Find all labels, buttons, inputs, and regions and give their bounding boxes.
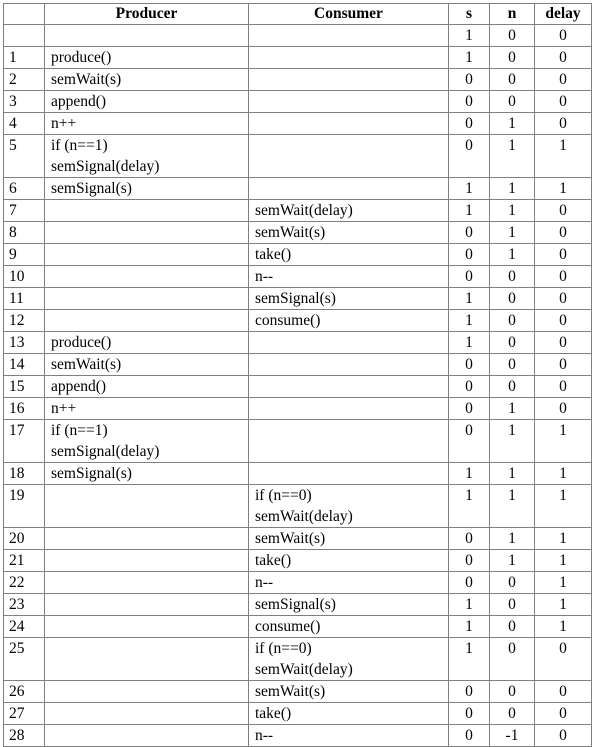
delay-cell: 1 — [535, 485, 592, 528]
step-cell: 21 — [4, 550, 45, 572]
step-cell: 4 — [4, 113, 45, 135]
producer-cell — [45, 681, 249, 703]
delay-cell: 0 — [535, 200, 592, 222]
consumer-operation: semWait(delay) — [255, 661, 353, 679]
table-row — [4, 681, 592, 703]
producer-operation: n++ — [51, 115, 77, 133]
table-row — [4, 222, 592, 244]
step-cell: 14 — [4, 354, 45, 376]
table-row — [4, 616, 592, 638]
step-cell: 28 — [4, 725, 45, 747]
step-cell: 3 — [4, 91, 45, 113]
step-cell: 16 — [4, 398, 45, 420]
producer-cell — [45, 616, 249, 638]
trace-table — [3, 3, 592, 747]
s-cell: 0 — [449, 135, 490, 178]
n-cell: 0 — [490, 572, 535, 594]
delay-cell: 1 — [535, 463, 592, 485]
delay-cell: 0 — [535, 703, 592, 725]
n-cell: 0 — [490, 681, 535, 703]
producer-cell — [45, 528, 249, 550]
table-row — [4, 135, 592, 178]
consumer-cell — [249, 266, 449, 288]
delay-cell: 1 — [535, 572, 592, 594]
n-cell: 1 — [490, 398, 535, 420]
n-cell: 1 — [490, 244, 535, 266]
n-cell: 0 — [490, 310, 535, 332]
consumer-cell — [249, 178, 449, 200]
table-row — [4, 91, 592, 113]
s-cell: 0 — [449, 113, 490, 135]
consumer-cell — [249, 135, 449, 178]
producer-operation: if (n==1) — [51, 422, 108, 440]
producer-cell — [45, 332, 249, 354]
header-consumer: Consumer — [249, 4, 449, 25]
consumer-operation: take() — [255, 246, 292, 264]
n-cell: 0 — [490, 69, 535, 91]
delay-cell: 0 — [535, 681, 592, 703]
step-cell: 22 — [4, 572, 45, 594]
producer-operation: if (n==1) — [51, 137, 108, 155]
consumer-cell — [249, 485, 449, 528]
delay-cell: 0 — [535, 638, 592, 681]
table-row — [4, 703, 592, 725]
table-row — [4, 550, 592, 572]
consumer-operation: semWait(delay) — [255, 202, 353, 220]
table-row — [4, 178, 592, 200]
consumer-cell — [249, 398, 449, 420]
consumer-operation: semSignal(s) — [255, 290, 336, 308]
step-cell: 26 — [4, 681, 45, 703]
delay-cell: 0 — [535, 266, 592, 288]
n-cell: 0 — [490, 376, 535, 398]
step-cell: 6 — [4, 178, 45, 200]
delay-cell: 1 — [535, 616, 592, 638]
s-cell: 0 — [449, 69, 490, 91]
producer-operation: n++ — [51, 400, 77, 418]
header-producer: Producer — [45, 4, 249, 25]
step-cell: 8 — [4, 222, 45, 244]
consumer-operation: n-- — [255, 727, 274, 745]
n-cell: 1 — [490, 135, 535, 178]
delay-cell: 0 — [535, 69, 592, 91]
consumer-operation: take() — [255, 552, 292, 570]
delay-cell: 0 — [535, 244, 592, 266]
table-row — [4, 398, 592, 420]
n-cell: 0 — [490, 25, 535, 47]
producer-cell — [45, 69, 249, 91]
n-cell: 1 — [490, 178, 535, 200]
consumer-cell — [249, 420, 449, 463]
table-row — [4, 25, 592, 47]
consumer-cell — [249, 725, 449, 747]
producer-operation: semWait(s) — [51, 71, 122, 89]
step-cell: 13 — [4, 332, 45, 354]
table-row — [4, 463, 592, 485]
s-cell: 0 — [449, 91, 490, 113]
producer-cell — [45, 310, 249, 332]
delay-cell: 0 — [535, 91, 592, 113]
n-cell: 0 — [490, 47, 535, 69]
delay-cell: 1 — [535, 550, 592, 572]
delay-cell: 0 — [535, 47, 592, 69]
table-body — [4, 25, 592, 747]
table-row — [4, 376, 592, 398]
header-step — [4, 4, 45, 25]
producer-cell — [45, 354, 249, 376]
header-n: n — [490, 4, 535, 25]
delay-cell: 0 — [535, 354, 592, 376]
delay-cell: 1 — [535, 420, 592, 463]
n-cell: 0 — [490, 594, 535, 616]
producer-operation: produce() — [51, 49, 112, 67]
s-cell: 0 — [449, 354, 490, 376]
producer-cell — [45, 25, 249, 47]
s-cell: 0 — [449, 376, 490, 398]
table-row — [4, 288, 592, 310]
s-cell: 0 — [449, 681, 490, 703]
table-row — [4, 638, 592, 681]
producer-operation: semSignal(s) — [51, 180, 132, 198]
consumer-cell — [249, 310, 449, 332]
s-cell: 1 — [449, 638, 490, 681]
table-row — [4, 310, 592, 332]
producer-cell — [45, 200, 249, 222]
producer-cell — [45, 725, 249, 747]
s-cell: 0 — [449, 528, 490, 550]
consumer-operation: take() — [255, 705, 292, 723]
n-cell: 0 — [490, 616, 535, 638]
s-cell: 0 — [449, 550, 490, 572]
s-cell: 1 — [449, 288, 490, 310]
step-cell: 2 — [4, 69, 45, 91]
producer-cell — [45, 550, 249, 572]
step-cell: 9 — [4, 244, 45, 266]
consumer-cell — [249, 47, 449, 69]
n-cell: 1 — [490, 200, 535, 222]
s-cell: 1 — [449, 200, 490, 222]
step-cell: 17 — [4, 420, 45, 463]
table-row — [4, 725, 592, 747]
consumer-operation: consume() — [255, 312, 321, 330]
consumer-cell — [249, 200, 449, 222]
consumer-operation: semWait(s) — [255, 683, 326, 701]
table-row — [4, 244, 592, 266]
consumer-cell — [249, 681, 449, 703]
delay-cell: 1 — [535, 178, 592, 200]
consumer-cell — [249, 616, 449, 638]
consumer-cell — [249, 332, 449, 354]
consumer-operation: semWait(s) — [255, 530, 326, 548]
n-cell: 0 — [490, 332, 535, 354]
delay-cell: 1 — [535, 594, 592, 616]
step-cell: 23 — [4, 594, 45, 616]
producer-cell — [45, 288, 249, 310]
s-cell: 1 — [449, 332, 490, 354]
producer-cell — [45, 376, 249, 398]
producer-cell — [45, 485, 249, 528]
consumer-cell — [249, 91, 449, 113]
producer-cell — [45, 47, 249, 69]
s-cell: 0 — [449, 222, 490, 244]
producer-cell — [45, 135, 249, 178]
s-cell: 1 — [449, 463, 490, 485]
s-cell: 0 — [449, 572, 490, 594]
consumer-cell — [249, 594, 449, 616]
producer-operation: append() — [51, 378, 107, 396]
s-cell: 0 — [449, 703, 490, 725]
step-cell: 12 — [4, 310, 45, 332]
s-cell: 0 — [449, 398, 490, 420]
consumer-cell — [249, 572, 449, 594]
producer-cell — [45, 703, 249, 725]
step-cell: 18 — [4, 463, 45, 485]
consumer-cell — [249, 638, 449, 681]
consumer-cell — [249, 463, 449, 485]
n-cell: 0 — [490, 354, 535, 376]
table-row — [4, 332, 592, 354]
consumer-cell — [249, 376, 449, 398]
s-cell: 1 — [449, 178, 490, 200]
consumer-cell — [249, 550, 449, 572]
delay-cell: 0 — [535, 725, 592, 747]
consumer-operation: consume() — [255, 618, 321, 636]
delay-cell: 0 — [535, 222, 592, 244]
producer-cell — [45, 398, 249, 420]
producer-cell — [45, 420, 249, 463]
consumer-cell — [249, 288, 449, 310]
n-cell: 1 — [490, 528, 535, 550]
producer-cell — [45, 572, 249, 594]
producer-cell — [45, 266, 249, 288]
producer-cell — [45, 463, 249, 485]
consumer-cell — [249, 354, 449, 376]
consumer-cell — [249, 69, 449, 91]
consumer-operation: n-- — [255, 574, 274, 592]
n-cell: 1 — [490, 550, 535, 572]
producer-cell — [45, 113, 249, 135]
consumer-cell — [249, 25, 449, 47]
consumer-operation: semWait(s) — [255, 224, 326, 242]
n-cell: 1 — [490, 113, 535, 135]
delay-cell: 0 — [535, 288, 592, 310]
consumer-operation: semSignal(s) — [255, 596, 336, 614]
s-cell: 1 — [449, 310, 490, 332]
step-cell: 25 — [4, 638, 45, 681]
consumer-cell — [249, 113, 449, 135]
s-cell: 1 — [449, 47, 490, 69]
s-cell: 0 — [449, 244, 490, 266]
producer-operation: semSignal(delay) — [51, 158, 160, 176]
consumer-cell — [249, 703, 449, 725]
table-row — [4, 420, 592, 463]
s-cell: 0 — [449, 266, 490, 288]
step-cell: 24 — [4, 616, 45, 638]
s-cell: 0 — [449, 420, 490, 463]
s-cell: 1 — [449, 25, 490, 47]
header-s: s — [449, 4, 490, 25]
producer-cell — [45, 638, 249, 681]
step-cell: 10 — [4, 266, 45, 288]
n-cell: 0 — [490, 288, 535, 310]
table-row — [4, 69, 592, 91]
table-row — [4, 266, 592, 288]
table-row — [4, 47, 592, 69]
table-row — [4, 200, 592, 222]
s-cell: 1 — [449, 616, 490, 638]
consumer-cell — [249, 222, 449, 244]
table-row — [4, 572, 592, 594]
n-cell: 0 — [490, 91, 535, 113]
step-cell: 11 — [4, 288, 45, 310]
n-cell: 1 — [490, 420, 535, 463]
delay-cell: 1 — [535, 528, 592, 550]
n-cell: 0 — [490, 638, 535, 681]
producer-operation: append() — [51, 93, 107, 111]
n-cell: 0 — [490, 266, 535, 288]
producer-operation: semSignal(s) — [51, 465, 132, 483]
delay-cell: 0 — [535, 332, 592, 354]
consumer-operation: semWait(delay) — [255, 508, 353, 526]
n-cell: 1 — [490, 485, 535, 528]
s-cell: 1 — [449, 485, 490, 528]
table-row — [4, 485, 592, 528]
step-cell: 1 — [4, 47, 45, 69]
table-row — [4, 113, 592, 135]
delay-cell: 0 — [535, 310, 592, 332]
step-cell — [4, 25, 45, 47]
step-cell: 20 — [4, 528, 45, 550]
delay-cell: 1 — [535, 135, 592, 178]
step-cell: 7 — [4, 200, 45, 222]
delay-cell: 0 — [535, 25, 592, 47]
consumer-operation: n-- — [255, 268, 274, 286]
delay-cell: 0 — [535, 376, 592, 398]
producer-cell — [45, 594, 249, 616]
consumer-cell — [249, 528, 449, 550]
header-delay: delay — [535, 4, 592, 25]
table-row — [4, 594, 592, 616]
producer-operation: semSignal(delay) — [51, 443, 160, 461]
table-row — [4, 354, 592, 376]
producer-operation: produce() — [51, 334, 112, 352]
delay-cell: 0 — [535, 398, 592, 420]
producer-cell — [45, 222, 249, 244]
step-cell: 15 — [4, 376, 45, 398]
producer-cell — [45, 91, 249, 113]
consumer-operation: if (n==0) — [255, 640, 312, 658]
producer-operation: semWait(s) — [51, 356, 122, 374]
producer-cell — [45, 244, 249, 266]
consumer-cell — [249, 244, 449, 266]
step-cell: 5 — [4, 135, 45, 178]
n-cell: 1 — [490, 463, 535, 485]
n-cell: -1 — [490, 725, 535, 747]
header-row — [4, 4, 592, 25]
table-row — [4, 528, 592, 550]
step-cell: 19 — [4, 485, 45, 528]
n-cell: 1 — [490, 222, 535, 244]
s-cell: 1 — [449, 594, 490, 616]
s-cell: 0 — [449, 725, 490, 747]
n-cell: 0 — [490, 703, 535, 725]
producer-cell — [45, 178, 249, 200]
consumer-operation: if (n==0) — [255, 487, 312, 505]
step-cell: 27 — [4, 703, 45, 725]
delay-cell: 0 — [535, 113, 592, 135]
